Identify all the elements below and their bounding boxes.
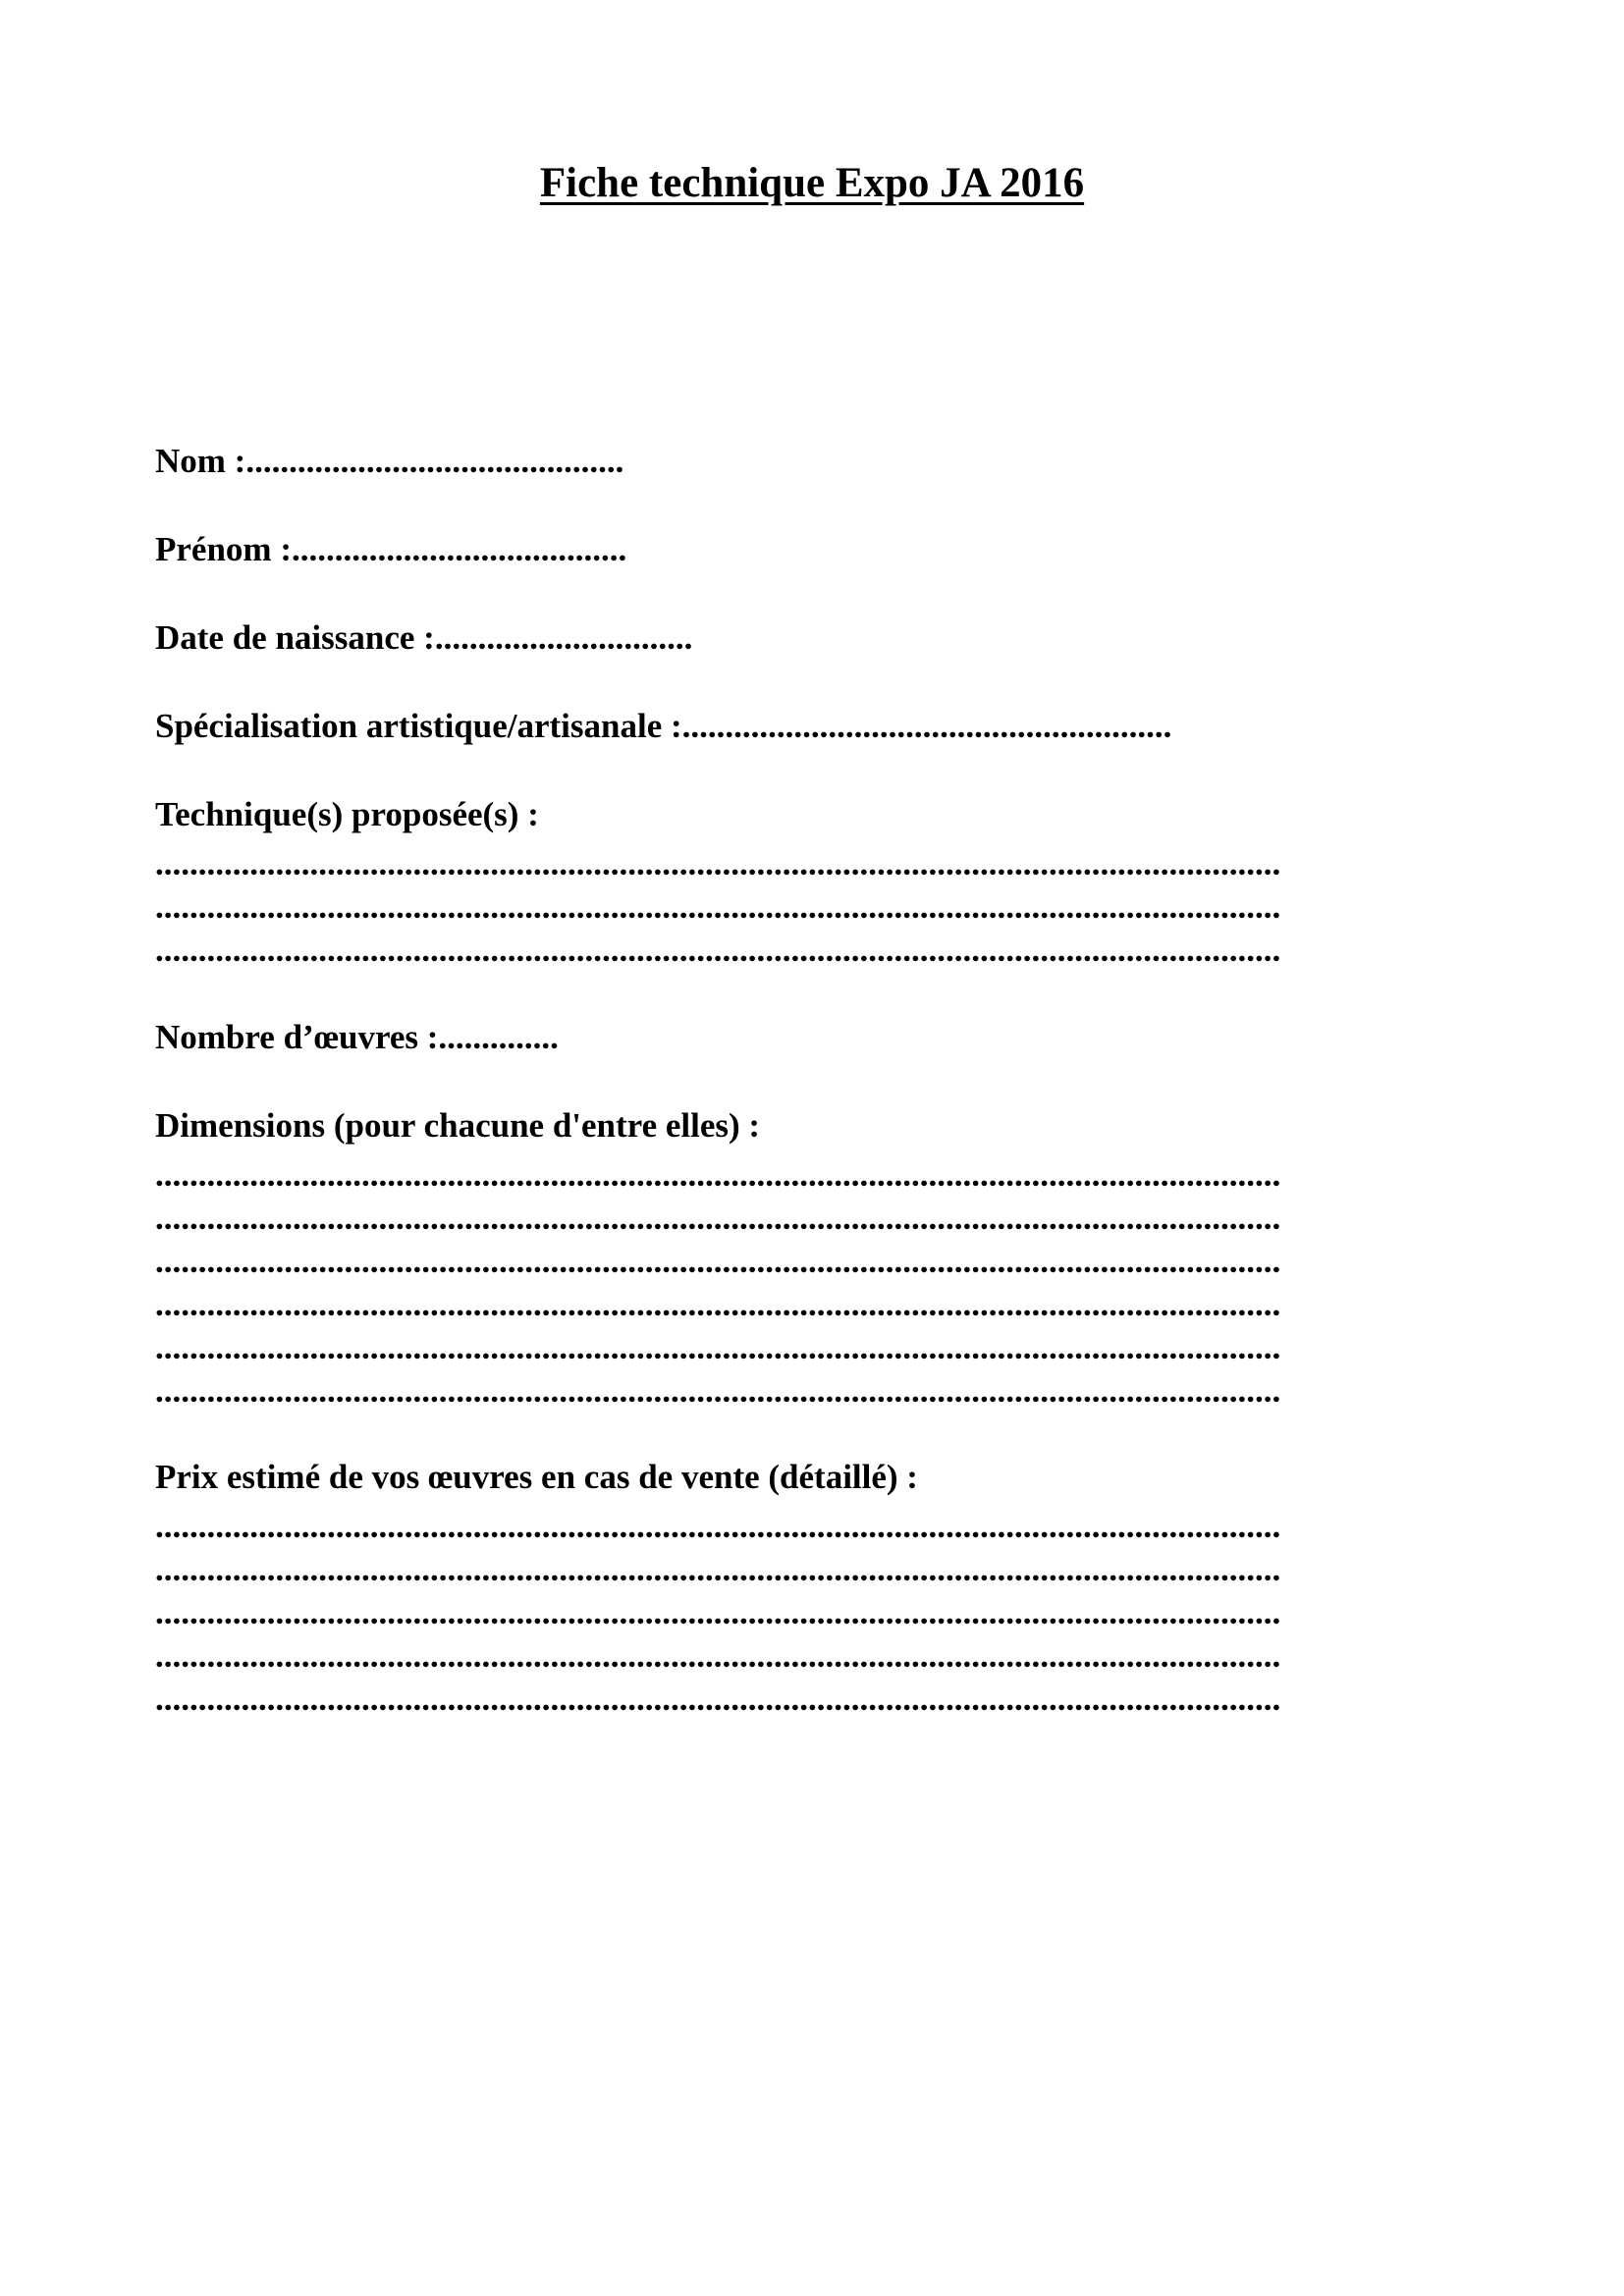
prix-dot-line: ...................................................................................................................................: [155, 1636, 1281, 1675]
techniques-dot-line: ...................................................................................................................................: [155, 887, 1281, 926]
techniques-label: Technique(s) proposée(s) :: [155, 795, 539, 833]
prix-label: Prix estimé de vos œuvres en cas de vente (détaillé) :: [155, 1458, 918, 1496]
date-naissance-field: Date de naissance :..............................: [155, 618, 693, 657]
prix-dot-line: ...................................................................................................................................: [155, 1507, 1281, 1545]
prix-dot-line: ...................................................................................................................................: [155, 1550, 1281, 1588]
dimensions-label: Dimensions (pour chacune d'entre elles) :: [155, 1106, 761, 1145]
nombre-oeuvres-field: Nombre d’œuvres :..............: [155, 1018, 559, 1056]
specialisation-field: Spécialisation artistique/artisanale :.........................................................: [155, 707, 1172, 745]
prix-dot-line: ...................................................................................................................................: [155, 1593, 1281, 1631]
prenom-field: Prénom :.......................................: [155, 530, 627, 568]
dimensions-dot-line: ...................................................................................................................................: [155, 1328, 1281, 1366]
dimensions-dot-line: ...................................................................................................................................: [155, 1285, 1281, 1323]
dimensions-dot-line: ...................................................................................................................................: [155, 1155, 1281, 1194]
page-title: Fiche technique Expo JA 2016: [539, 160, 1085, 206]
dimensions-dot-line: ...................................................................................................................................: [155, 1242, 1281, 1280]
techniques-dot-line: ...................................................................................................................................: [155, 844, 1281, 882]
techniques-dot-line: ...................................................................................................................................: [155, 931, 1281, 969]
nom-field: Nom :............................................: [155, 442, 624, 480]
prix-dot-line: ...................................................................................................................................: [155, 1680, 1281, 1718]
dimensions-dot-line: ...................................................................................................................................: [155, 1199, 1281, 1237]
dimensions-dot-line: ...................................................................................................................................: [155, 1371, 1281, 1410]
